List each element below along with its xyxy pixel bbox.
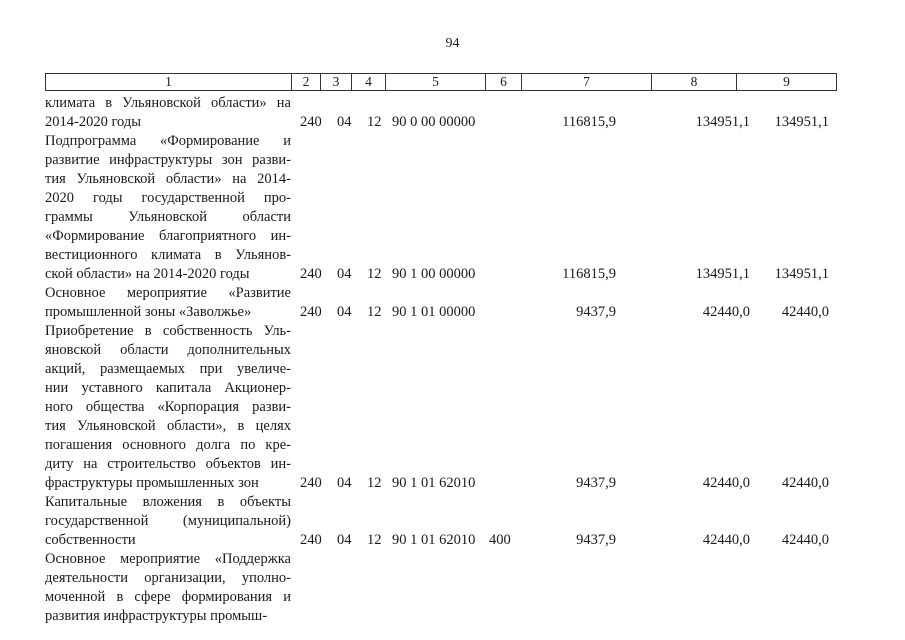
- row-description: [45, 322, 291, 493]
- code-rz: 04: [337, 475, 352, 491]
- description-line: климата в Ульяновской области» на: [45, 95, 291, 111]
- row-description: [45, 550, 291, 626]
- description-line: погашения основного долга по кре-: [45, 437, 291, 453]
- code-pr: 12: [367, 266, 382, 282]
- value-2021: 134951,1: [695, 114, 750, 130]
- value-2022: 134951,1: [774, 114, 829, 130]
- code-pr: 12: [367, 475, 382, 491]
- description-line: тия Ульяновской области», в целях: [45, 418, 291, 434]
- description-line: деятельности организации, уполно-: [45, 570, 291, 586]
- header-col-5: 5: [386, 74, 486, 90]
- description-line: государственной (муниципальной): [45, 513, 291, 529]
- value-2020: 116815,9: [562, 266, 616, 282]
- description-line: ного общества «Корпорация разви-: [45, 399, 291, 415]
- description-line: Основное мероприятие «Развитие: [45, 285, 291, 301]
- description-line: 2014-2020 годы: [45, 114, 141, 130]
- table-row: [45, 550, 837, 626]
- code-rz: 04: [337, 266, 352, 282]
- description-line: Подпрограмма «Формирование и: [45, 133, 291, 149]
- code-csr: 90 1 01 62010: [392, 475, 476, 491]
- code-csr: 90 1 00 00000: [392, 266, 476, 282]
- description-line: тия Ульяновской области» на 2014-: [45, 171, 291, 187]
- code-gr: 240: [300, 304, 322, 320]
- code-rz: 04: [337, 304, 352, 320]
- description-line: Капитальные вложения в объекты: [45, 494, 291, 510]
- code-rz: 04: [337, 114, 352, 130]
- description-line: диту на строительство объектов ин-: [45, 456, 291, 472]
- description-line: развития инфраструктуры промыш-: [45, 608, 268, 624]
- description-line: ской области» на 2014-2020 годы: [45, 266, 250, 282]
- description-line: промышленной зоны «Заволжье»: [45, 304, 252, 320]
- code-gr: 240: [300, 114, 322, 130]
- description-line: 2020 годы государственной про-: [45, 190, 291, 206]
- value-2021: 134951,1: [695, 266, 750, 282]
- code-pr: 12: [367, 304, 382, 320]
- row-description: [45, 493, 291, 550]
- value-2020: 116815,9: [562, 114, 616, 130]
- row-description: [45, 284, 291, 322]
- description-line: собственности: [45, 532, 136, 548]
- description-line: яновской области дополнительных: [45, 342, 291, 358]
- value-2022: 42440,0: [781, 304, 829, 320]
- code-gr: 240: [300, 475, 322, 491]
- header-col-3: 3: [321, 74, 352, 90]
- value-2022: 134951,1: [774, 266, 829, 282]
- code-csr: 90 1 01 62010: [392, 532, 476, 548]
- description-line: Основное мероприятие «Поддержка: [45, 551, 291, 567]
- value-2021: 42440,0: [702, 532, 750, 548]
- value-2021: 42440,0: [702, 304, 750, 320]
- description-line: граммы Ульяновской области: [45, 209, 291, 225]
- code-csr: 90 1 01 00000: [392, 304, 476, 320]
- value-2021: 42440,0: [702, 475, 750, 491]
- value-2022: 42440,0: [781, 532, 829, 548]
- row-description: [45, 132, 291, 284]
- header-col-6: 6: [486, 74, 522, 90]
- code-gr: 240: [300, 266, 322, 282]
- header-col-4: 4: [352, 74, 386, 90]
- description-line: фраструктуры промышленных зон: [45, 475, 259, 491]
- description-line: моченной в сфере формирования и: [45, 589, 291, 605]
- header-col-2: 2: [292, 74, 321, 90]
- description-line: акций, размещаемых при увеличе-: [45, 361, 291, 377]
- description-line: вестиционного климата в Ульянов-: [45, 247, 291, 263]
- code-pr: 12: [367, 114, 382, 130]
- header-col-9: 9: [783, 74, 790, 89]
- description-line: Приобретение в собственность Уль-: [45, 323, 291, 339]
- code-csr: 90 0 00 00000: [392, 114, 476, 130]
- value-2020: 9437,9: [576, 304, 616, 320]
- value-2022: 42440,0: [781, 475, 829, 491]
- description-line: нии уставного капитала Акционер-: [45, 380, 291, 396]
- table-row: [45, 132, 837, 284]
- table-row: [45, 322, 837, 493]
- header-col-7: 7: [522, 74, 652, 90]
- code-vr: 400: [489, 532, 511, 548]
- value-2020: 9437,9: [576, 475, 616, 491]
- description-line: развитие инфраструктуры зон разви-: [45, 152, 291, 168]
- table-header: [45, 73, 837, 91]
- table-row: [45, 284, 837, 322]
- code-gr: 240: [300, 532, 322, 548]
- code-rz: 04: [337, 532, 352, 548]
- table-row: [45, 94, 837, 132]
- table-row: [45, 493, 837, 550]
- header-col-1: 1: [46, 74, 292, 90]
- page-number: 94: [445, 36, 460, 51]
- code-pr: 12: [367, 532, 382, 548]
- row-description: [45, 94, 291, 132]
- value-2020: 9437,9: [576, 532, 616, 548]
- description-line: «Формирование благоприятного ин-: [45, 228, 291, 244]
- header-col-8: 8: [652, 74, 737, 90]
